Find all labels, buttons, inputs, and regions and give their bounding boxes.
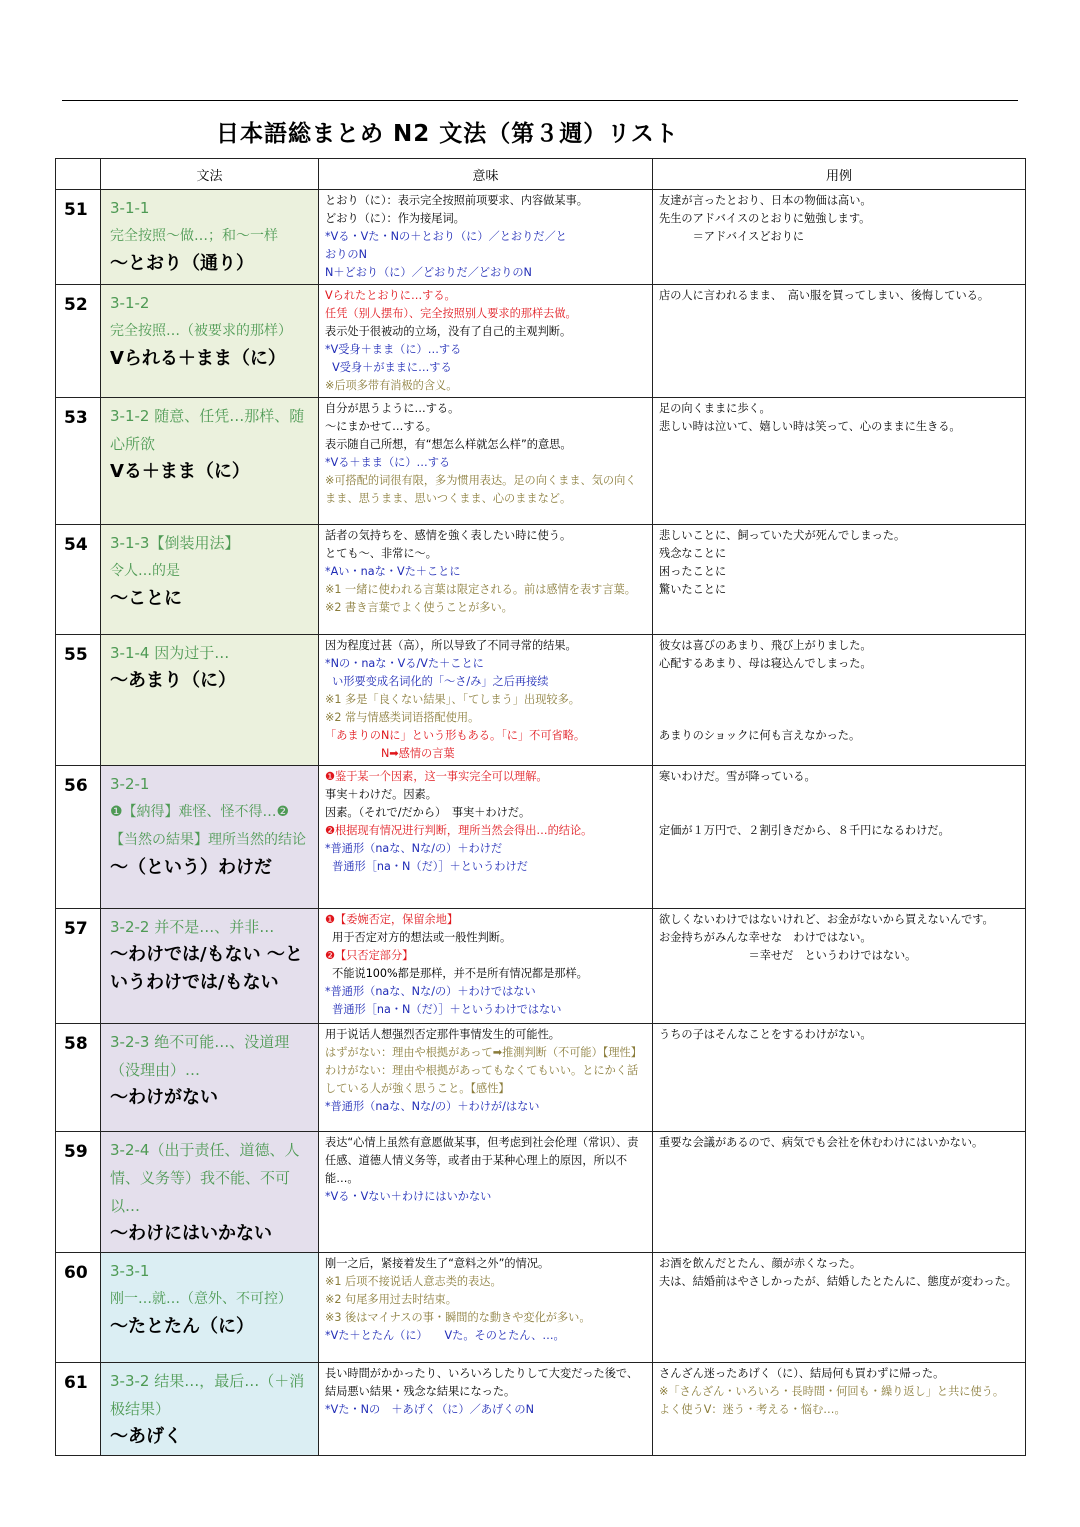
row-number: 58 (56, 1024, 101, 1132)
table-row (56, 909, 1026, 1024)
meaning-line: ❷根据现有情况进行判断，理所当然会得出…的结论。 (325, 824, 593, 837)
table-row (56, 525, 1026, 635)
example-line: 悲しい時は泣いて、嬉しい時は笑って、心のままに生きる。 (659, 420, 961, 433)
meaning-line: ～にまかせて…する。 (325, 420, 437, 433)
meaning-line: 長い時間がかかったり、いろいろしたりして大変だった後で、結局悪い結果・残念な結果になった。 (325, 1367, 639, 1398)
grammar-id: 3-1-2 随意、任凭…那样、随心所欲 (110, 407, 305, 453)
grammar-pattern: ～とおり（通り） (110, 253, 254, 274)
grammar-table (55, 158, 1026, 1456)
example-line: 夫は、結婚前はやさしかったが、結婚したとたんに、態度が変わった。 (659, 1275, 1017, 1288)
example-line (659, 804, 1019, 822)
grammar-sub: 完全按照～做…；和～一样 (110, 228, 278, 244)
meaning-line: 自分が思うように…する。 (325, 402, 460, 415)
grammar-sub: 刚一…就…（意外、不可控） (110, 1291, 292, 1307)
example-line (659, 709, 1019, 727)
example-cell (653, 635, 1026, 766)
meaning-line: ※2 書き言葉でよく使うことが多い。 (325, 601, 513, 614)
row-number: 59 (56, 1132, 101, 1253)
grammar-cell (101, 1253, 319, 1363)
grammar-cell (101, 1363, 319, 1456)
grammar-pattern: ～（という）わけだ (110, 857, 272, 878)
table-row (56, 1253, 1026, 1363)
example-line: ＝幸せだ というわけではない。 (659, 949, 917, 962)
meaning-cell (319, 909, 653, 1024)
meaning-cell (319, 398, 653, 525)
grammar-cell (101, 525, 319, 635)
table-row (56, 635, 1026, 766)
grammar-cell (101, 909, 319, 1024)
grammar-cell (101, 766, 319, 909)
grammar-cell (101, 190, 319, 285)
grammar-cell (101, 1132, 319, 1253)
meaning-line: *普通形（naな、Nな/の）＋わけが/はない (325, 1100, 540, 1113)
example-line: 心配するあまり、母は寝込んでしまった。 (659, 657, 872, 670)
meaning-line: *普通形（naな、Nな/の）＋わけではない (325, 985, 536, 998)
meaning-cell (319, 1132, 653, 1253)
example-line: ※「さんざん・いろいろ・長時間・何回も・繰り返し」と共に使う。 (659, 1385, 1005, 1398)
meaning-cell (319, 285, 653, 398)
meaning-line: 表示处于很被动的立场，没有了自己的主观判断。 (325, 325, 572, 338)
row-number: 52 (56, 285, 101, 398)
grammar-sub: ❶【納得】难怪、怪不得…❷【当然の結果】理所当然的结论 (110, 804, 306, 848)
example-cell (653, 525, 1026, 635)
row-number: 60 (56, 1253, 101, 1363)
meaning-line: はずがない：理由や根拠があって➡推測判断（不可能）【理性】 (325, 1046, 642, 1059)
example-line: うちの子はそんなことをするわけがない。 (659, 1028, 872, 1041)
meaning-line: 因素。（それで/だから） 事実＋わけだ。 (325, 806, 531, 819)
grammar-pattern: ～わけでは/もない ～というわけでは/もない (110, 944, 303, 993)
example-line: お酒を飲んだとたん、顔が赤くなった。 (659, 1257, 862, 1270)
top-rule (62, 100, 1018, 101)
meaning-line: 任凭（别人摆布）、完全按照别人要求的那样去做。 (325, 307, 577, 320)
table-row (56, 1024, 1026, 1132)
row-number: 51 (56, 190, 101, 285)
meaning-cell (319, 1363, 653, 1456)
meaning-line: 事実＋わけだ。因素。 (325, 788, 437, 801)
example-line: 店の人に言われるまま、 高い服を買ってしまい、後悔している。 (659, 289, 990, 302)
grammar-id: 3-2-4（出于责任、道德、人情、义务等）我不能、不可以… (110, 1141, 300, 1215)
meaning-line: *Vる＋まま（に）…する (325, 456, 451, 469)
example-line: 悲しいことに、飼っていた犬が死んでしまった。 (659, 529, 906, 542)
example-line: 困ったことに (659, 565, 727, 578)
meaning-line: ※1 多是「良くない結果」、「てしまう」出现较多。 (325, 693, 580, 706)
example-line: 彼女は喜びのあまり、飛び上がりました。 (659, 639, 872, 652)
example-line: ＝アドバイスどおりに (659, 230, 805, 243)
meaning-line: い形要变成名词化的「～さ/み」之后再接续 (325, 675, 549, 688)
meaning-line: 「あまりのNに」という形もある。「に」不可省略。 (325, 729, 586, 742)
page-title: 日本語総まとめ N2 文法（第３週）リスト (216, 121, 679, 147)
meaning-cell (319, 1024, 653, 1132)
grammar-pattern: Vられる＋まま（に） (110, 348, 286, 369)
meaning-line: 用于说话人想强烈否定那件事情发生的可能性。 (325, 1028, 560, 1041)
meaning-line: ※1 后项不接说话人意志类的表达。 (325, 1275, 502, 1288)
grammar-id: 3-2-3 绝不可能…、没道理（没理由）… (110, 1033, 290, 1079)
example-line: 先生のアドバイスのとおりに勉強します。 (659, 212, 871, 225)
meaning-line: おりのN (325, 248, 367, 261)
meaning-line: *Vる・Vない＋わけにはいかない (325, 1190, 492, 1203)
meaning-line: *Nの・naな・Vる/Vた＋ことに (325, 657, 484, 670)
meaning-line: V受身＋がままに…する (325, 361, 452, 374)
meaning-line: N＋どおり（に）／どおりだ／どおりのN (325, 266, 532, 279)
header-example: 用例 (653, 159, 1026, 190)
meaning-cell (319, 190, 653, 285)
table-row (56, 1132, 1026, 1253)
meaning-line: 表达“心情上虽然有意愿做某事，但考虑到社会伦理（常识）、责任感、道德人情义务等，或者由于某种心理上的原因，所以不能…。 (325, 1136, 639, 1185)
grammar-pattern: Vる＋まま（に） (110, 461, 250, 482)
row-number: 53 (56, 398, 101, 525)
meaning-line: 話者の気持ちを、感情を強く表したい時に使う。 (325, 529, 572, 542)
example-line (659, 691, 1019, 709)
example-line: 足の向くままに歩く。 (659, 402, 771, 415)
meaning-line: ※2 常与情感类词语搭配使用。 (325, 711, 480, 724)
grammar-pattern: ～ことに (110, 588, 182, 609)
grammar-id: 3-3-2 结果…，最后…（＋消极结果） (110, 1372, 305, 1418)
grammar-cell (101, 398, 319, 525)
example-cell (653, 1363, 1026, 1456)
meaning-line: *普通形（naな、Nな/の）＋わけだ (325, 842, 503, 855)
header-grammar: 文法 (101, 159, 319, 190)
grammar-id: 3-1-4 因为过于… (110, 644, 230, 662)
grammar-pattern: ～あげく (110, 1426, 182, 1447)
grammar-sub: 令人…的是 (110, 563, 180, 579)
table-row (56, 190, 1026, 285)
grammar-id: 3-2-2 并不是…、并非… (110, 918, 275, 936)
meaning-line: ※3 後はマイナスの事・瞬間的な動きや変化が多い。 (325, 1311, 591, 1324)
row-number: 54 (56, 525, 101, 635)
meaning-line: とおり（に）：表示完全按照前项要求、内容做某事。 (325, 194, 588, 207)
meaning-line: ❶鉴于某一个因素，这一事实完全可以理解。 (325, 770, 548, 783)
grammar-id: 3-3-1 (110, 1262, 150, 1280)
example-line: 驚いたことに (659, 583, 727, 596)
grammar-cell (101, 635, 319, 766)
meaning-line: 普通形［na・N（だ）］＋というわけだ (325, 860, 528, 873)
meaning-cell (319, 1253, 653, 1363)
meaning-line: ❶【委婉否定，保留余地】 (325, 913, 459, 926)
example-line: 残念なことに (659, 547, 727, 560)
example-cell (653, 190, 1026, 285)
meaning-cell (319, 525, 653, 635)
example-line: あまりのショックに何も言えなかった。 (659, 729, 861, 742)
meaning-line: *Vた＋とたん（に） Vた。そのとたん、…。 (325, 1329, 565, 1342)
grammar-id: 3-2-1 (110, 775, 150, 793)
meaning-line: ※后项多带有消极的含义。 (325, 379, 458, 392)
example-cell (653, 1024, 1026, 1132)
table-row (56, 398, 1026, 525)
table-row (56, 1363, 1026, 1456)
meaning-line: N➡感情の言葉 (325, 747, 455, 760)
example-line: お金持ちがみんな幸せな わけではない。 (659, 931, 872, 944)
table-row (56, 766, 1026, 909)
example-cell (653, 1132, 1026, 1253)
example-line: 寒いわけだ。雪が降っている。 (659, 770, 816, 783)
row-number: 61 (56, 1363, 101, 1456)
grammar-pattern: ～わけがない (110, 1087, 218, 1108)
example-cell (653, 909, 1026, 1024)
meaning-cell (319, 766, 653, 909)
table-header-row (56, 159, 1026, 190)
grammar-cell (101, 285, 319, 398)
grammar-sub: 完全按照…（被要求的那样） (110, 323, 292, 339)
meaning-line: Vられたとおりに…する。 (325, 289, 456, 302)
example-line: 重要な会議があるので、病気でも会社を休むわけにはいかない。 (659, 1136, 984, 1149)
example-cell (653, 1253, 1026, 1363)
example-line: さんざん迷ったあげく（に）、結局何も買わずに帰った。 (659, 1367, 945, 1380)
example-line (659, 673, 1019, 691)
header-meaning: 意味 (319, 159, 653, 190)
example-line: 定価が１万円で、２割引きだから、８千円になるわけだ。 (659, 824, 950, 837)
meaning-line: 普通形［na・N（だ）］＋というわけではない (325, 1003, 562, 1016)
example-cell (653, 398, 1026, 525)
grammar-cell (101, 1024, 319, 1132)
example-line: 欲しくないわけではないけれど、お金がないから買えないんです。 (659, 913, 994, 926)
example-line (659, 786, 1019, 804)
example-cell (653, 766, 1026, 909)
grammar-id: 3-1-1 (110, 199, 150, 217)
meaning-line: 刚一之后，紧接着发生了“意料之外”的情况。 (325, 1257, 550, 1270)
meaning-line: とても～、非常に～。 (325, 547, 437, 560)
meaning-line: 表示随自己所想，有“想怎么样就怎么样”的意思。 (325, 438, 572, 451)
meaning-line: ※可搭配的词很有限，多为惯用表达。足の向くまま、気の向くまま、思うまま、思いつくまま、心のままなど。 (325, 474, 637, 505)
example-line: 友達が言ったとおり、日本の物価は高い。 (659, 194, 872, 207)
meaning-line: ※1 一緒に使われる言葉は限定される。前は感情を表す言葉。 (325, 583, 636, 596)
meaning-line: 不能说100%都是那样，并不是所有情况都是那样。 (325, 967, 588, 980)
meaning-line: 用于否定对方的想法或一般性判断。 (325, 931, 512, 944)
grammar-id: 3-1-2 (110, 294, 150, 312)
meaning-line: *V受身＋まま（に）…する (325, 343, 462, 356)
meaning-line: どおり（に）：作为接尾词。 (325, 212, 465, 225)
table-row (56, 285, 1026, 398)
grammar-pattern: ～たとたん（に） (110, 1316, 254, 1337)
row-number: 55 (56, 635, 101, 766)
meaning-line: わけがない：理由や根拠があってもなくてもいい。とにかく話している人が強く思うこと。【感性】 (325, 1064, 639, 1095)
meaning-line: ❷【只否定部分】 (325, 949, 414, 962)
example-cell (653, 285, 1026, 398)
row-number: 56 (56, 766, 101, 909)
grammar-pattern: ～あまり（に） (110, 670, 236, 691)
meaning-line: *Vた・Nの ＋あげく（に）／あげくのN (325, 1403, 534, 1416)
header-num (56, 159, 101, 190)
meaning-line: *Vる・Vた・Nの＋とおり（に）／とおりだ／と (325, 230, 567, 243)
meaning-line: *Aい・naな・Vた＋ことに (325, 565, 461, 578)
meaning-cell (319, 635, 653, 766)
meaning-line: ※2 句尾多用过去时结束。 (325, 1293, 457, 1306)
meaning-line: 因为程度过甚（高），所以导致了不同寻常的结果。 (325, 639, 577, 652)
grammar-id: 3-1-3【倒装用法】 (110, 534, 240, 552)
example-line: よく使うV：迷う・考える・悩む…。 (659, 1403, 846, 1416)
row-number: 57 (56, 909, 101, 1024)
grammar-pattern: ～わけにはいかない (110, 1223, 272, 1244)
